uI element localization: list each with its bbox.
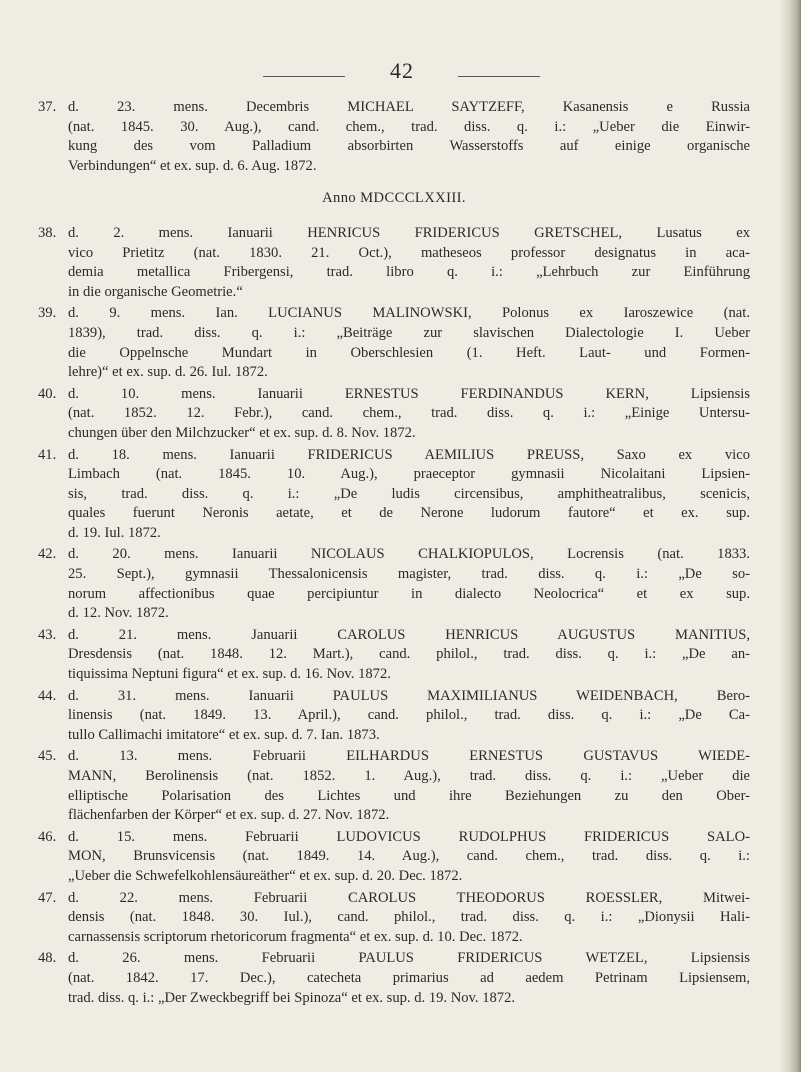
- register-entry: [38, 828, 750, 887]
- entry-line: d. 18. mens. Ianuarii FRIDERICUS AEMILIUS PREUSS, Saxo ex vico: [68, 446, 750, 463]
- entry-number: 47.: [38, 889, 57, 906]
- register-entry: [38, 687, 750, 746]
- register-entry: [38, 949, 750, 1008]
- entry-line: Verbindungen“ et ex. sup. d. 6. Aug. 1872.: [68, 157, 317, 174]
- register-entry: [38, 446, 750, 544]
- entry-line: d. 15. mens. Februarii LUDOVICUS RUDOLPHUS FRIDERICUS SALO-: [68, 828, 750, 845]
- entry-line: d. 12. Nov. 1872.: [68, 605, 169, 622]
- entry-line: (nat. 1852. 12. Febr.), cand. chem., trad. diss. q. i.: „Einige Untersu-: [68, 405, 750, 422]
- entry-line: d. 21. mens. Januarii CAROLUS HENRICUS AUGUSTUS MANITIUS,: [68, 626, 750, 643]
- entry-number: 42.: [38, 546, 57, 563]
- entry-line: d. 26. mens. Februarii PAULUS FRIDERICUS WETZEL, Lipsiensis: [68, 950, 750, 967]
- page-edge-shadow: [779, 0, 801, 1072]
- entry-line: MON, Brunsvicensis (nat. 1849. 14. Aug.), cand. chem., trad. diss. q. i.:: [68, 848, 750, 865]
- register-entry: [38, 98, 750, 176]
- page-header: [0, 58, 801, 88]
- entry-line: (nat. 1845. 30. Aug.), cand. chem., trad. diss. q. i.: „Ueber die Einwir-: [68, 118, 750, 135]
- entry-line: linensis (nat. 1849. 13. April.), cand. philol., trad. diss. q. i.: „De Ca-: [68, 707, 750, 724]
- entry-number: 48.: [38, 950, 57, 967]
- entry-line: Limbach (nat. 1845. 10. Aug.), praeceptor gymnasii Nicolaitani Lipsien-: [68, 466, 750, 483]
- entry-line: d. 9. mens. Ian. LUCIANUS MALINOWSKI, Polonus ex Iaroszewice (nat.: [68, 305, 750, 322]
- header-rule-right: [458, 76, 540, 77]
- page-content: [38, 98, 750, 1010]
- entry-line: sis, trad. diss. q. i.: „De ludis circensibus, amphitheatralibus, scenicis,: [68, 485, 750, 502]
- entry-number: 41.: [38, 446, 57, 463]
- entry-number: 38.: [38, 224, 57, 241]
- register-entry: [38, 385, 750, 444]
- entry-line: quales fuerunt Neronis aetate, et de Nerone ludorum fautore“ et ex. sup.: [68, 505, 750, 522]
- entry-line: 25. Sept.), gymnasii Thessalonicensis magister, trad. diss. q. i.: „De so-: [68, 566, 750, 583]
- entry-line: MANN, Berolinensis (nat. 1852. 1. Aug.), trad. diss. q. i.: „Ueber die: [68, 768, 750, 784]
- entry-line: in die organische Geometrie.“: [68, 283, 243, 300]
- entry-number: 46.: [38, 828, 57, 845]
- entry-line: d. 31. mens. Ianuarii PAULUS MAXIMILIANUS WEIDENBACH, Bero-: [68, 687, 750, 704]
- register-entry: [38, 747, 750, 825]
- entry-line: kung des vom Palladium absorbirten Wasserstoffs auf einige organische: [68, 138, 750, 155]
- entry-line: d. 10. mens. Ianuarii ERNESTUS FERDINANDUS KERN, Lipsiensis: [68, 385, 750, 402]
- page-number: 42: [390, 58, 414, 83]
- entry-number: 45.: [38, 748, 57, 765]
- register-entry: [38, 304, 750, 382]
- entry-line: tiquissima Neptuni figura“ et ex. sup. d. 16. Nov. 1872.: [68, 666, 391, 683]
- register-entry: [38, 626, 750, 685]
- entry-line: „Ueber die Schwefelkohlensäureäther“ et ex. sup. d. 20. Dec. 1872.: [68, 867, 463, 884]
- entry-line: d. 19. Iul. 1872.: [68, 524, 161, 541]
- register-entry: [38, 889, 750, 948]
- entry-line: die Oppelnsche Mundart in Oberschlesien (1. Heft. Laut- und Formen-: [68, 344, 750, 361]
- entry-line: vico Prietitz (nat. 1830. 21. Oct.), matheseos professor designatus in aca-: [68, 244, 750, 261]
- entry-line: demia metallica Fribergensi, trad. libro q. i.: „Lehrbuch zur Einführung: [68, 264, 750, 281]
- entries-before-heading: [38, 98, 750, 176]
- entry-line: d. 13. mens. Februarii EILHARDUS ERNESTUS GUSTAVUS WIEDE-: [68, 748, 750, 765]
- entry-line: tullo Callimachi imitatore“ et ex. sup. d. 7. Ian. 1873.: [68, 726, 380, 743]
- entries-after-heading: [38, 224, 750, 1008]
- entry-line: norum affectionibus quae percipiuntur in dialecto Neolocrica“ et ex sup.: [68, 585, 750, 602]
- entry-line: lehre)“ et ex. sup. d. 26. Iul. 1872.: [68, 364, 268, 381]
- entry-line: d. 23. mens. Decembris MICHAEL SAYTZEFF, Kasanensis e Russia: [68, 99, 750, 115]
- register-entry: [38, 545, 750, 623]
- entry-line: (nat. 1842. 17. Dec.), catecheta primarius ad aedem Petrinam Lipsiensem,: [68, 969, 750, 986]
- entry-number: 40.: [38, 385, 57, 402]
- entry-number: 37.: [38, 99, 57, 115]
- entry-line: carnassensis scriptorum rhetoricorum fragmenta“ et ex. sup. d. 10. Dec. 1872.: [68, 928, 523, 945]
- entry-line: 1839), trad. diss. q. i.: „Beiträge zur slavischen Dialectologie I. Ueber: [68, 324, 750, 341]
- entry-line: trad. diss. q. i.: „Der Zweckbegriff bei Spinoza“ et ex. sup. d. 19. Nov. 1872.: [68, 989, 516, 1006]
- entry-line: d. 2. mens. Ianuarii HENRICUS FRIDERICUS GRETSCHEL, Lusatus ex: [68, 224, 750, 241]
- entry-line: chungen über den Milchzucker“ et ex. sup. d. 8. Nov. 1872.: [68, 424, 416, 441]
- entry-number: 44.: [38, 687, 57, 704]
- header-rule-left: [263, 76, 345, 77]
- entry-line: flächenfarben der Körper“ et ex. sup. d. 27. Nov. 1872.: [68, 807, 390, 824]
- entry-number: 39.: [38, 305, 57, 322]
- year-heading: Anno MDCCCLXXIII.: [322, 190, 466, 207]
- register-entry: [38, 224, 750, 302]
- entry-number: 43.: [38, 626, 57, 643]
- entry-line: d. 22. mens. Februarii CAROLUS THEODORUS ROESSLER, Mitwei-: [68, 889, 750, 906]
- entry-line: Dresdensis (nat. 1848. 12. Mart.), cand. philol., trad. diss. q. i.: „De an-: [68, 646, 750, 663]
- entry-line: densis (nat. 1848. 30. Iul.), cand. philol., trad. diss. q. i.: „Dionysii Hali-: [68, 909, 750, 926]
- entry-line: d. 20. mens. Ianuarii NICOLAUS CHALKIOPULOS, Locrensis (nat. 1833.: [68, 546, 750, 563]
- entry-line: elliptische Polarisation des Lichtes und ihre Beziehungen zu den Ober-: [68, 787, 750, 804]
